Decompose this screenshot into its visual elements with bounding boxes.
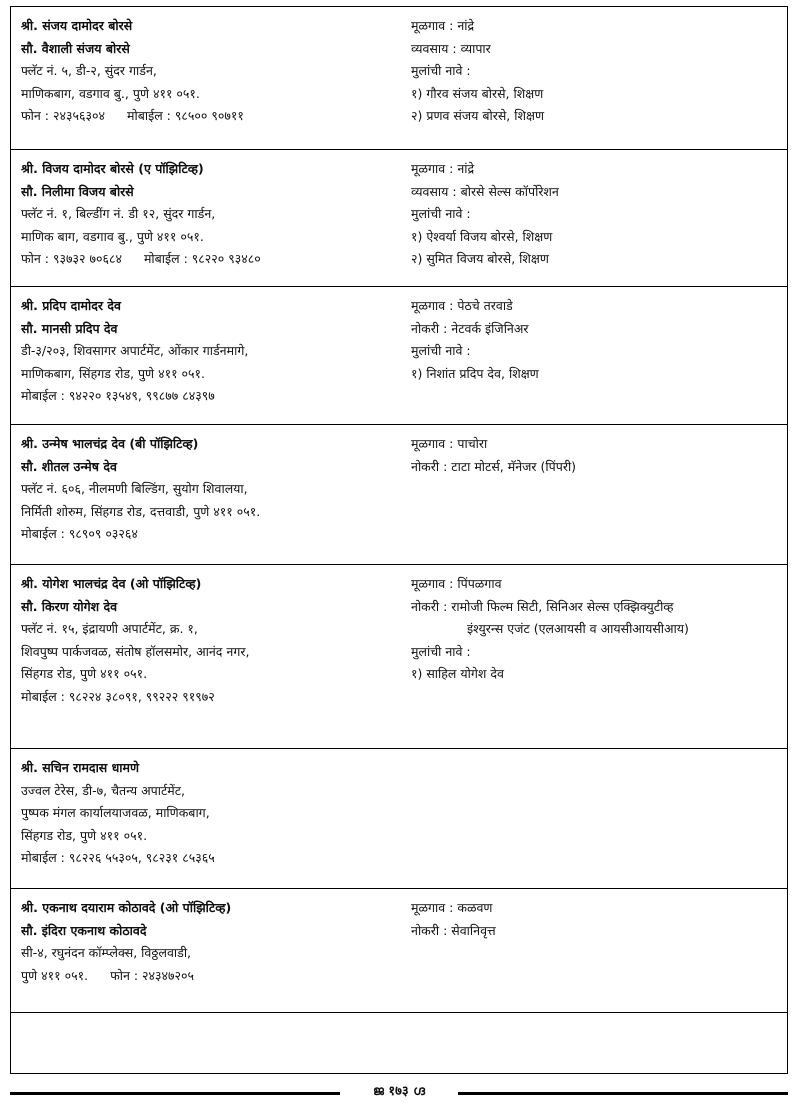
entry-5-details-block — [411, 573, 783, 686]
address-line: डी-३/२०३, शिवसागर अपार्टमेंट, ओंकार गार्डनमागे, — [21, 343, 249, 359]
page-footer — [10, 1082, 788, 1102]
spouse-name: सौ. इंदिरा एकनाथ कोठावदे — [21, 922, 147, 938]
contact-line — [21, 965, 401, 988]
address-line: सिंहगड रोड, पुणे ४११ ०५१. — [21, 666, 148, 682]
directory-entry-7 — [11, 889, 787, 1013]
native-place: मूळगाव : नांद्रे — [411, 18, 475, 33]
address-line: फ्लॅट नं. १५, इंद्रायणी अपार्टमेंट, क्र. १, — [21, 621, 198, 637]
entry-3-address-block — [21, 295, 401, 408]
page-number: ജ १७३ ഗ്ദ — [369, 1084, 429, 1099]
contact-line — [21, 248, 401, 271]
occupation: व्यवसाय : व्यापार — [411, 40, 491, 56]
mobile-number: मोबाईल : ९८५०० ९०७११ — [126, 108, 244, 124]
head-of-family-name: श्री. सचिन रामदास धामणे — [21, 760, 140, 775]
entry-5-address-block — [21, 573, 401, 709]
city-pincode: पुणे ४११ ०५१. — [21, 967, 89, 983]
children-heading: मुलांची नावे : — [411, 643, 471, 659]
occupation: नोकरी : रामोजी फिल्म सिटी, सिनिअर सेल्स एक्झिक्युटीव्ह — [411, 598, 674, 614]
child-name: २) सुमित विजय बोरसे, शिक्षण — [411, 251, 549, 267]
address-line: पुष्पक मंगल कार्यालयाजवळ, माणिकबाग, — [21, 805, 210, 821]
mobile-number: मोबाईल : ९८२२६ ५५३०५, ९८२३१ ८५३६५ — [21, 850, 215, 866]
address-line: शिवपुष्प पार्कजवळ, संतोष हॉलसमोर, आनंद नगर, — [21, 643, 250, 659]
child-name: १) निशांत प्रदिप देव, शिक्षण — [411, 365, 539, 381]
phone-number: फोन : २४३५६३०४ — [21, 108, 105, 124]
occupation-continued: इंश्युरन्स एजंट (एलआयसी व आयसीआयसीआय) — [467, 621, 689, 637]
child-name: १) साहिल योगेश देव — [411, 666, 504, 682]
children-heading: मुलांची नावे : — [411, 343, 471, 359]
address-line: माणिक बाग, वडगाव बु., पुणे ४११ ०५१. — [21, 228, 204, 244]
entry-4-address-block — [21, 433, 401, 546]
children-heading: मुलांची नावे : — [411, 206, 471, 222]
native-place: मूळगाव : पिंपळगाव — [411, 576, 502, 591]
head-of-family-name: श्री. उन्मेष भालचंद्र देव (बी पॉझिटिव्ह) — [21, 436, 199, 451]
spouse-name: सौ. किरण योगेश देव — [21, 598, 118, 614]
occupation: नोकरी : टाटा मोटर्स, मॅनेजर (पिंपरी) — [411, 458, 577, 474]
head-of-family-name: श्री. योगेश भालचंद्र देव (ओ पॉझिटिव्ह) — [21, 576, 202, 591]
phone-number: फोन : २४३४७२०५ — [110, 967, 195, 983]
native-place: मूळगाव : नांद्रे — [411, 161, 475, 176]
children-heading: मुलांची नावे : — [411, 63, 471, 79]
address-line: निर्मिती शोरुम, सिंहगड रोड, दत्तवाडी, पुणे ४११ ०५१. — [21, 503, 261, 519]
child-name: १) ऐश्वर्या विजय बोरसे, शिक्षण — [411, 228, 553, 244]
entry-1-details-block — [411, 15, 783, 128]
entry-2-address-block — [21, 158, 401, 271]
address-line: फ्लॅट नं. ६०६, नीलमणी बिल्डिंग, सुयोग शिवालया, — [21, 481, 248, 497]
address-line: सी-४, रघुनंदन कॉम्प्लेक्स, विठ्ठलवाडी, — [21, 945, 192, 961]
directory-entry-2 — [11, 150, 787, 287]
phone-number: फोन : ९३७३२ ७०६८४ — [21, 251, 122, 267]
entry-7-details-block — [411, 897, 783, 942]
entry-4-details-block — [411, 433, 783, 478]
spouse-name: सौ. वैशाली संजय बोरसे — [21, 40, 130, 56]
mobile-number: मोबाईल : ९८२२४ ३८०९१, ९९२२२ ९१९७२ — [21, 688, 215, 704]
occupation: व्यवसाय : बोरसे सेल्स कॉर्पोरेशन — [411, 183, 559, 199]
child-name: २) प्रणव संजय बोरसे, शिक्षण — [411, 108, 544, 124]
address-line: माणिकबाग, वडगाव बु., पुणे ४११ ०५१. — [21, 85, 200, 101]
mobile-number: मोबाईल : ९८२२० ९३४८० — [143, 251, 261, 267]
address-line: फ्लॅट नं. १, बिल्डींग नं. डी १२, सुंदर गार्डन, — [21, 206, 216, 222]
head-of-family-name: श्री. प्रदिप दामोदर देव — [21, 298, 121, 313]
spouse-name: सौ. शीतल उन्मेष देव — [21, 458, 117, 474]
directory-page-frame — [10, 6, 788, 1074]
native-place: मूळगाव : पेठचे तरवाडे — [411, 298, 513, 313]
empty-entry-row — [11, 1013, 787, 1073]
entry-3-details-block — [411, 295, 783, 385]
directory-entry-6 — [11, 749, 787, 889]
directory-entry-4 — [11, 425, 787, 565]
spouse-name: सौ. निलीमा विजय बोरसे — [21, 183, 134, 199]
head-of-family-name: श्री. संजय दामोदर बोरसे — [21, 18, 133, 33]
entry-1-address-block — [21, 15, 401, 128]
mobile-number: मोबाईल : ९४२२० १३५४९, ९९८७७ ८४३९७ — [21, 388, 215, 404]
head-of-family-name: श्री. विजय दामोदर बोरसे (ए पॉझिटिव्ह) — [21, 161, 204, 176]
entry-7-address-block — [21, 897, 401, 987]
entry-6-address-block — [21, 757, 401, 870]
address-line: सिंहगड रोड, पुणे ४११ ०५१. — [21, 827, 148, 843]
address-line: माणिकबाग, सिंहगड रोड, पुणे ४११ ०५१. — [21, 365, 206, 381]
head-of-family-name: श्री. एकनाथ दयाराम कोठावदे (ओ पॉझिटिव्ह) — [21, 900, 232, 915]
address-line: फ्लॅट नं. ५, डी-२, सुंदर गार्डन, — [21, 63, 157, 79]
contact-line — [21, 105, 401, 128]
address-line: उज्वल टेरेस, डी-७, चैतन्य अपार्टमेंट, — [21, 782, 185, 798]
directory-entry-5 — [11, 565, 787, 749]
mobile-number: मोबाईल : ९८९०९ ०३२६४ — [21, 526, 138, 542]
directory-entry-3 — [11, 287, 787, 425]
native-place: मूळगाव : पाचोरा — [411, 436, 488, 451]
child-name: १) गौरव संजय बोरसे, शिक्षण — [411, 85, 544, 101]
occupation: नोकरी : नेटवर्क इंजिनिअर — [411, 320, 529, 336]
spouse-name: सौ. मानसी प्रदिप देव — [21, 320, 118, 336]
occupation: नोकरी : सेवानिवृत्त — [411, 922, 496, 938]
native-place: मूळगाव : कळवण — [411, 900, 493, 915]
directory-entry-1 — [11, 7, 787, 150]
entry-2-details-block — [411, 158, 783, 271]
